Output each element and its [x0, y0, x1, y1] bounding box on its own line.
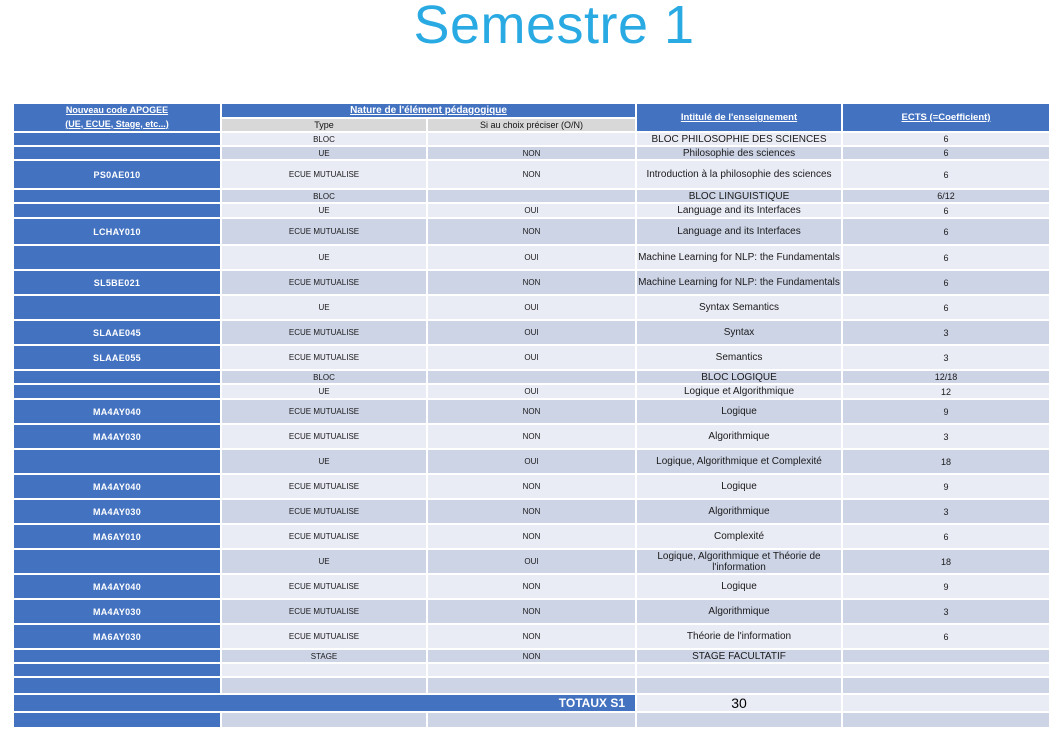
row-13-ects-cell: 12 [843, 385, 1049, 398]
row-3-choice-cell: NON [428, 161, 635, 188]
row-24-type-cell: STAGE [222, 650, 426, 662]
row-3-ects-cell: 6 [843, 161, 1049, 188]
row-14-title-cell: Logique [637, 400, 841, 423]
row-17-choice-cell: NON [428, 475, 635, 498]
row-24-choice-cell: NON [428, 650, 635, 662]
row-16-choice-cell: OUI [428, 450, 635, 473]
totals-label: TOTAUX S1 [14, 695, 635, 711]
row-15-type-cell: ECUE MUTUALISE [222, 425, 426, 448]
row-5-title-cell: Language and its Interfaces [637, 204, 841, 217]
row-23-title-cell: Théorie de l'information [637, 625, 841, 648]
row-19-choice-cell: NON [428, 525, 635, 548]
row-3-code-cell: PS0AE010 [14, 161, 220, 188]
totals-value: 30 [637, 695, 841, 711]
row-14-code-cell: MA4AY040 [14, 400, 220, 423]
header-code-line1: Nouveau code APOGEE [65, 105, 169, 115]
row-16-title-cell: Logique, Algorithmique et Complexité [637, 450, 841, 473]
row-13-choice-cell: OUI [428, 385, 635, 398]
row-5-choice-cell: OUI [428, 204, 635, 217]
row-2-ects-cell: 6 [843, 147, 1049, 159]
row-14-ects-cell: 9 [843, 400, 1049, 423]
header-si-au-choix: Si au choix préciser (O/N) [428, 119, 635, 131]
row-22-ects-cell: 3 [843, 600, 1049, 623]
row-14-choice-cell: NON [428, 400, 635, 423]
row-24-title-cell: STAGE FACULTATIF [637, 650, 841, 662]
row-16-type-cell: UE [222, 450, 426, 473]
row-4-code-cell [14, 190, 220, 202]
row-23-choice-cell: NON [428, 625, 635, 648]
row-16-code-cell [14, 450, 220, 473]
page-title: Semestre 1 [413, 0, 695, 55]
row-18-choice-cell: NON [428, 500, 635, 523]
row-23-ects-cell: 6 [843, 625, 1049, 648]
row-21-type-cell: ECUE MUTUALISE [222, 575, 426, 598]
row-17-type-cell: ECUE MUTUALISE [222, 475, 426, 498]
row-15-title-cell: Algorithmique [637, 425, 841, 448]
row-26-code-cell [14, 678, 220, 693]
row-10-code-cell: SLAAE045 [14, 321, 220, 344]
row-1-type-cell: BLOC [222, 133, 426, 145]
row-17-title-cell: Logique [637, 475, 841, 498]
row-3-title-cell: Introduction à la philosophie des sciences [637, 161, 841, 188]
row-11-choice-cell: OUI [428, 346, 635, 369]
row-9-ects-cell: 6 [843, 296, 1049, 319]
row-1-ects-cell: 6 [843, 133, 1049, 145]
footer-code-cell [14, 713, 220, 727]
row-9-choice-cell: OUI [428, 296, 635, 319]
row-13-type-cell: UE [222, 385, 426, 398]
row-8-title-cell: Machine Learning for NLP: the Fundamentals [637, 271, 841, 294]
footer-type-cell [222, 713, 426, 727]
footer-ects-cell [843, 713, 1049, 727]
row-19-code-cell: MA6AY010 [14, 525, 220, 548]
row-1-code-cell [14, 133, 220, 145]
row-11-code-cell: SLAAE055 [14, 346, 220, 369]
row-21-title-cell: Logique [637, 575, 841, 598]
row-19-type-cell: ECUE MUTUALISE [222, 525, 426, 548]
row-22-choice-cell: NON [428, 600, 635, 623]
header-type: Type [222, 119, 426, 131]
header-nature-element: Nature de l'élément pédagogique [222, 104, 635, 117]
row-20-ects-cell: 18 [843, 550, 1049, 573]
row-16-ects-cell: 18 [843, 450, 1049, 473]
row-2-type-cell: UE [222, 147, 426, 159]
row-1-title-cell: BLOC PHILOSOPHIE DES SCIENCES [637, 133, 841, 145]
row-12-type-cell: BLOC [222, 371, 426, 383]
row-2-code-cell [14, 147, 220, 159]
row-4-choice-cell [428, 190, 635, 202]
header-ects: ECTS (=Coefficient) [843, 104, 1049, 131]
row-13-title-cell: Logique et Algorithmique [637, 385, 841, 398]
row-22-code-cell: MA4AY030 [14, 600, 220, 623]
row-5-code-cell [14, 204, 220, 217]
row-12-title-cell: BLOC LOGIQUE [637, 371, 841, 383]
row-6-type-cell: ECUE MUTUALISE [222, 219, 426, 244]
row-5-type-cell: UE [222, 204, 426, 217]
row-22-type-cell: ECUE MUTUALISE [222, 600, 426, 623]
header-intitule: Intitulé de l'enseignement [637, 104, 841, 131]
row-12-choice-cell [428, 371, 635, 383]
row-26-ects-cell [843, 678, 1049, 693]
row-22-title-cell: Algorithmique [637, 600, 841, 623]
row-15-code-cell: MA4AY030 [14, 425, 220, 448]
header-code-apogee [14, 104, 220, 131]
row-18-ects-cell: 3 [843, 500, 1049, 523]
row-21-choice-cell: NON [428, 575, 635, 598]
row-3-type-cell: ECUE MUTUALISE [222, 161, 426, 188]
row-15-choice-cell: NON [428, 425, 635, 448]
header-code-line2: (UE, ECUE, Stage, etc...) [65, 118, 169, 129]
row-12-code-cell [14, 371, 220, 383]
row-7-ects-cell: 6 [843, 246, 1049, 269]
row-18-type-cell: ECUE MUTUALISE [222, 500, 426, 523]
row-26-choice-cell [428, 678, 635, 693]
row-2-title-cell: Philosophie des sciences [637, 147, 841, 159]
row-11-title-cell: Semantics [637, 346, 841, 369]
row-4-ects-cell: 6/12 [843, 190, 1049, 202]
row-8-ects-cell: 6 [843, 271, 1049, 294]
semester-1-table [14, 104, 1049, 727]
row-23-type-cell: ECUE MUTUALISE [222, 625, 426, 648]
footer-choice-cell [428, 713, 635, 727]
row-7-type-cell: UE [222, 246, 426, 269]
row-25-type-cell [222, 664, 426, 676]
row-9-code-cell [14, 296, 220, 319]
row-19-ects-cell: 6 [843, 525, 1049, 548]
row-10-title-cell: Syntax [637, 321, 841, 344]
row-8-choice-cell: NON [428, 271, 635, 294]
row-25-title-cell [637, 664, 841, 676]
row-6-title-cell: Language and its Interfaces [637, 219, 841, 244]
row-6-ects-cell: 6 [843, 219, 1049, 244]
row-5-ects-cell: 6 [843, 204, 1049, 217]
row-7-title-cell: Machine Learning for NLP: the Fundamentals [637, 246, 841, 269]
row-8-code-cell: SL5BE021 [14, 271, 220, 294]
row-9-type-cell: UE [222, 296, 426, 319]
row-25-code-cell [14, 664, 220, 676]
row-20-choice-cell: OUI [428, 550, 635, 573]
row-12-ects-cell: 12/18 [843, 371, 1049, 383]
row-7-choice-cell: OUI [428, 246, 635, 269]
row-24-ects-cell [843, 650, 1049, 662]
row-14-type-cell: ECUE MUTUALISE [222, 400, 426, 423]
row-25-ects-cell [843, 664, 1049, 676]
row-8-type-cell: ECUE MUTUALISE [222, 271, 426, 294]
row-10-type-cell: ECUE MUTUALISE [222, 321, 426, 344]
row-10-choice-cell: OUI [428, 321, 635, 344]
totals-ects-cell [843, 695, 1049, 711]
row-15-ects-cell: 3 [843, 425, 1049, 448]
row-6-choice-cell: NON [428, 219, 635, 244]
row-17-ects-cell: 9 [843, 475, 1049, 498]
row-18-code-cell: MA4AY030 [14, 500, 220, 523]
row-10-ects-cell: 3 [843, 321, 1049, 344]
row-20-code-cell [14, 550, 220, 573]
row-11-type-cell: ECUE MUTUALISE [222, 346, 426, 369]
row-24-code-cell [14, 650, 220, 662]
row-23-code-cell: MA6AY030 [14, 625, 220, 648]
row-4-title-cell: BLOC LINGUISTIQUE [637, 190, 841, 202]
row-25-choice-cell [428, 664, 635, 676]
row-26-title-cell [637, 678, 841, 693]
row-2-choice-cell: NON [428, 147, 635, 159]
row-9-title-cell: Syntax Semantics [637, 296, 841, 319]
footer-title-cell [637, 713, 841, 727]
row-13-code-cell [14, 385, 220, 398]
row-4-type-cell: BLOC [222, 190, 426, 202]
row-17-code-cell: MA4AY040 [14, 475, 220, 498]
row-20-type-cell: UE [222, 550, 426, 573]
row-26-type-cell [222, 678, 426, 693]
row-1-choice-cell [428, 133, 635, 145]
row-21-ects-cell: 9 [843, 575, 1049, 598]
row-20-title-cell: Logique, Algorithmique et Théorie de l'information [637, 550, 841, 573]
row-7-code-cell [14, 246, 220, 269]
row-11-ects-cell: 3 [843, 346, 1049, 369]
row-19-title-cell: Complexité [637, 525, 841, 548]
row-18-title-cell: Algorithmique [637, 500, 841, 523]
row-6-code-cell: LCHAY010 [14, 219, 220, 244]
row-21-code-cell: MA4AY040 [14, 575, 220, 598]
